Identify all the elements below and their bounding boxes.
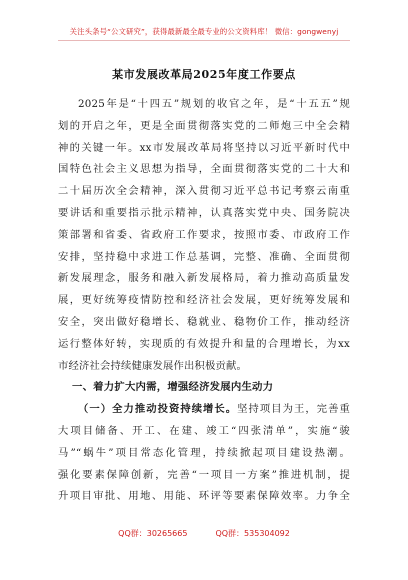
paragraph-line: 强化要素保障创新，完善“一项目一方案”推进机制，提	[58, 468, 350, 481]
paragraph-line: 升项目审批、用地、用能、环评等要素保障效率。力争全	[58, 490, 350, 503]
paragraph-line: 安排，坚持稳中求进工作总基调，完整、准确、全面贯彻	[58, 250, 350, 263]
paragraph-line: 马”“蜗牛”项目常态化管理，持续掀起项目建设热潮。	[58, 446, 350, 459]
paragraph-line: 大项目储备、开工、在建、竣工“四张清单”，实施“骏	[58, 424, 350, 437]
paragraph-text: 坚持项目为王，完善重	[237, 403, 350, 416]
paragraph-line	[58, 399, 350, 421]
paragraph-line: 二十届历次全会精神，深入贯彻习近平总书记考察云南重	[58, 185, 350, 198]
paragraph-line: 2025年是“十四五”规划的收官之年，是“十五五”规	[78, 98, 350, 110]
subsection-heading: （一）全力推动投资持续增长。	[78, 403, 238, 416]
header-divider	[58, 40, 350, 41]
paragraph-line: 新发展理念，服务和融入新发展格局，着力推动高质量发	[58, 272, 350, 285]
paragraph-line: 国特色社会主义思想为指导，全面贯彻落实党的二十大和	[58, 163, 350, 176]
paragraph-line: 市经济社会持续健康发展作出积极贡献。	[58, 359, 247, 372]
paragraph-line: 神的关键一年。xx市发展改革局将坚持以习近平新时代中	[58, 141, 350, 154]
paragraph-line: 策部署和省委、省政府工作要求，按照市委、市政府工作	[58, 228, 350, 241]
paragraph-line: 运行整体好转，实现质的有效提升和量的合理增长，为xx	[58, 337, 350, 350]
document-title: 某市发展改革局2025年度工作要点	[112, 68, 296, 81]
paragraph-line: 要讲话和重要指示批示精神，认真落实党中央、国务院决	[58, 206, 350, 219]
section-heading: 一、着力扩大内需，增强经济发展内生动力	[72, 381, 274, 394]
footer	[0, 528, 408, 539]
header-note: 关注头条号“公文研究”，获得最新最全最专业的公文资料库！ 微信：gongwenyj	[69, 27, 339, 36]
footer-qq-group-1: QQ群：30265665	[118, 529, 188, 538]
document-body	[58, 94, 350, 508]
paragraph-line: 安全，突出做好稳增长、稳就业、稳物价工作，推动经济	[58, 315, 350, 328]
footer-qq-group-2: QQ群：535304092	[215, 529, 290, 538]
paragraph-line: 划的开启之年，更是全面贯彻落实党的二师炮三中全会精	[58, 119, 350, 132]
paragraph-line: 展，更好统筹疫情防控和经济社会发展，更好统筹发展和	[58, 294, 350, 307]
